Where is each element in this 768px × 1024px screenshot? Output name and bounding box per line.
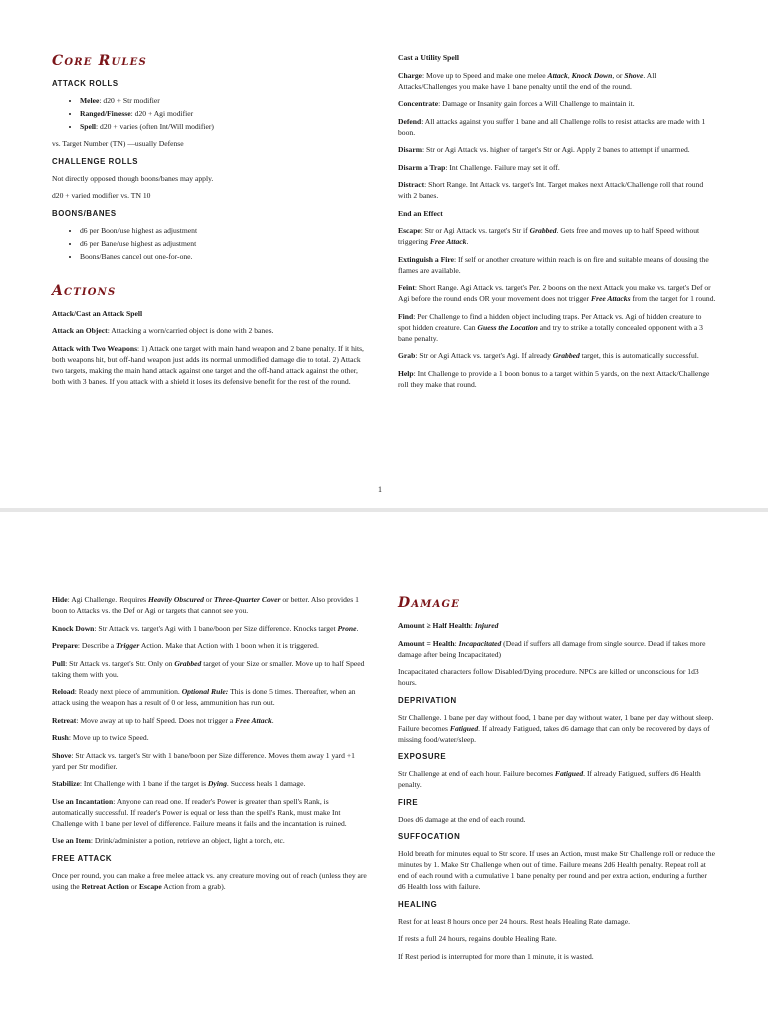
pull-entry [52, 658, 370, 680]
entry-label: Concentrate [398, 99, 439, 108]
fire-heading: FIRE [398, 797, 419, 807]
attack-roll-text: : d20 + Agi modifier [130, 109, 194, 118]
entry-text: from the target for 1 round. [630, 294, 716, 303]
incapacitated-text: Incapacitated characters follow Disabled/Dying procedure. NPCs are killed or unconscious for 1d3 hours. [398, 667, 699, 687]
entry-text: : Ready next piece of ammunition. [74, 687, 182, 696]
vs-target-text: vs. Target Number (TN) —usually Defense [52, 139, 184, 148]
entry-text: : Str or Agi Attack vs. higher of target's Str or Agi. Apply 2 banes to attempt if unarmed. [422, 145, 690, 154]
distract-entry [398, 179, 716, 201]
entry-term: Attack [547, 70, 568, 80]
boons-banes-heading: BOONS/BANES [52, 208, 117, 218]
attack-cast-label: Attack/Cast an Attack Spell [52, 308, 143, 318]
page-2 [0, 512, 768, 1024]
entry-label: Find [398, 311, 414, 321]
entry-text: . If already Fatigued, takes d6 damage that can only be recovered by days of missing food/water/sleep. [398, 723, 710, 744]
defend-entry [398, 116, 716, 138]
list-item: • d6 per Bane/use highest as adjustment [80, 238, 370, 249]
concentrate-entry [398, 98, 716, 109]
entry-term: Escape [138, 881, 162, 891]
entry-text: or better. Also provides 1 boon to Attacks vs. the Def or Agi or targets that cannot see you. [52, 595, 359, 615]
entry-label: Attack an Object [52, 326, 108, 335]
health-entry [398, 638, 716, 660]
entry-label: Extinguish a Fire [398, 254, 454, 264]
entry-text: : Str or Agi Attack vs. target's Agi. If already [415, 351, 553, 360]
entry-text: : Str Attack vs. target's Agi with 1 bane/boon per Size difference. Knocks target [94, 623, 338, 633]
list-item [80, 95, 370, 106]
entry-label: Attack with Two Weapons [52, 343, 138, 353]
attack-object-entry [52, 325, 370, 336]
entry-text: . [356, 623, 359, 633]
entry-text: . [271, 715, 274, 725]
entry-label: Retreat [52, 715, 77, 725]
entry-term: Shove [624, 70, 644, 80]
entry-label: Distract [398, 180, 425, 189]
entry-term: Free Attack [429, 237, 467, 246]
free-attack-entry [52, 870, 370, 892]
find-entry [398, 311, 716, 344]
entry-label: Feint [398, 283, 415, 292]
entry-term: Grabbed [174, 658, 202, 668]
attack-roll-text: : d20 + Str modifier [99, 96, 160, 105]
entry-text: Str Challenge at end of each hour. Failure becomes [398, 769, 555, 778]
rush-entry [52, 732, 370, 743]
entry-text: : Move away at up to half Speed. Does not trigger a [76, 715, 236, 725]
entry-term: Free Attacks [590, 294, 631, 303]
entry-text: (Dead if suffers all damage from single source. Dead if takes more damage after being Incapacitated) [398, 638, 706, 659]
healing-heading: HEALING [398, 899, 438, 909]
entry-term: Free Attack [235, 715, 272, 725]
challenge-rolls-heading: CHALLENGE ROLLS [52, 156, 139, 166]
entry-label: Charge [398, 70, 423, 80]
entry-text: : [470, 621, 475, 630]
entry-term: Grabbed [552, 351, 580, 360]
entry-label: Help [398, 368, 414, 378]
page1-right-column [398, 52, 716, 396]
two-weapons-entry [52, 343, 370, 387]
entry-term: Grabbed [529, 226, 557, 235]
grab-entry [398, 350, 716, 361]
entry-text: : Int Challenge. Failure may set it off. [445, 162, 560, 172]
hide-entry [52, 594, 370, 616]
entry-term: Fatigued [449, 723, 479, 733]
charge-entry [398, 70, 716, 92]
entry-label: Reload [52, 687, 75, 696]
deprivation-entry [398, 712, 716, 745]
entry-text: : 1) Attack one target with main hand weapon and 2 bane penalty. If it hits, both weapons hit, but off-hand weapon just adds its normal unmodified damage die to total. 2) Attack two targets, making the main hand attack against one target and the off-hand attack against the other, both with 3 banes. If you attack with a shield it loses its defensive benefit for the rest of the round. [52, 343, 364, 386]
retreat-entry [52, 715, 370, 726]
entry-text: . Gets free and moves up to half Speed without triggering [398, 226, 700, 246]
prepare-entry [52, 640, 370, 651]
healing-text: Rest for at least 8 hours once per 24 hours. Rest heals Healing Rate damage. [398, 916, 630, 926]
entry-text: : Move up to twice Speed. [68, 733, 149, 742]
entry-text: or [128, 881, 139, 891]
entry-text: . All Attacks/Challenges you make have 1 bane penalty until the end of the round. [398, 70, 657, 91]
entry-label: Amount = Health [398, 638, 455, 648]
entry-term: Trigger [116, 641, 140, 650]
damage-heading: Damage [398, 595, 461, 611]
shove-entry [52, 750, 370, 772]
entry-text: : Attacking a worn/carried object is done with 2 banes. [107, 326, 274, 335]
entry-label: Use an Incantation [52, 796, 114, 806]
entry-text: Action. Make that Action with 1 boon when it is triggered. [139, 641, 319, 650]
entry-text: . If already Fatigued, suffers d6 Health penalty. [398, 769, 701, 789]
entry-term: Knock Down [571, 70, 613, 80]
list-item [80, 108, 370, 119]
entry-label: Escape [398, 226, 421, 235]
entry-label: Disarm [398, 145, 423, 154]
exposure-heading: EXPOSURE [398, 752, 447, 761]
entry-label: Defend [398, 116, 422, 126]
entry-text: . Success heals 1 damage. [226, 779, 306, 788]
entry-label: Prepare [52, 641, 78, 650]
entry-label: Rush [52, 733, 69, 742]
page1-left-column [52, 52, 370, 393]
entry-term: Three-Quarter Cover [214, 595, 281, 604]
entry-label: Amount ≥ Half Health [398, 621, 471, 630]
entry-text: and try to strike a totally concealed opponent with a 3 bane penalty. [398, 322, 703, 343]
cast-utility-label: Cast a Utility Spell [398, 53, 459, 62]
entry-text: : Agi Challenge. Requires [67, 595, 148, 604]
entry-text: : Int Challenge with 1 bane if the target is [79, 779, 208, 788]
entry-text: Action from a grab). [161, 881, 226, 891]
entry-text: : Int Challenge to provide a 1 boon bonus to a target within 5 yards, on the next Attack/Challenge roll they make that round. [398, 368, 710, 389]
entry-term: Injured [474, 621, 499, 630]
entry-label: Pull [52, 658, 66, 668]
suffocation-heading: SUFFOCATION [398, 832, 461, 841]
entry-text: . [466, 237, 469, 246]
entry-text: Str Challenge. 1 bane per day without food, 1 bane per day without water, 1 bane per day without sleep. Failure becomes [398, 712, 714, 733]
entry-label: Grab [398, 351, 416, 360]
reload-entry [52, 686, 370, 708]
entry-text: : Per Challenge to find a hidden object including traps. Per Attack vs. Agi of hidden creature to spot hidden creature. Can [398, 311, 702, 332]
entry-term: Heavily Obscured [147, 595, 204, 604]
entry-label: Use an Item [52, 836, 91, 845]
entry-text: : Str Attack vs. target's Str with 1 bane/boon per Size difference. Moves them away 1 yard +1 yard per Str modifier. [52, 750, 355, 771]
half-health-entry [398, 620, 716, 631]
end-effect-label: End an Effect [398, 208, 443, 218]
healing-text: If rests a full 24 hours, regains double Healing Rate. [398, 934, 557, 943]
suffocation-text: Hold breath for minutes equal to Str score. If uses an Action, must make Str Challenge roll or reduce the minutes by 1. Make Str Challenge when out of time. Failure means 2d6 Health penalty. Repeat roll at end of each round with a cumulative 1 bane penalty per round and per extra action, enduring a further d6 Health loss with failure. [398, 849, 715, 891]
core-rules-heading: Core Rules [52, 53, 147, 69]
actions-heading: Actions [52, 282, 117, 299]
fire-text: Does d6 damage at the end of each round. [398, 814, 526, 824]
entry-text: Once per round, you can make a free melee attack vs. any creature moving out of reach (unless they are using the [52, 870, 367, 891]
entry-term: Guess the Location [477, 322, 538, 332]
entry-text: : If self or another creature within reach is on fire and suitable means of dousing the flames are available. [398, 254, 709, 275]
entry-label: Disarm a Trap [398, 162, 446, 172]
attack-roll-text: : d20 + varies (often Int/Will modifier) [96, 122, 214, 131]
list-item [80, 121, 370, 132]
attack-roll-label: Melee [80, 96, 100, 105]
page2-left-column [52, 594, 370, 898]
entry-text: : Short Range. Agi Attack vs. target's Per. 2 boons on the next Attack you make vs. target's Def or Agi before the round ends OR your movement does not trigger [398, 283, 711, 303]
entry-term: Fatigued [554, 769, 584, 778]
entry-text: or [203, 595, 214, 604]
boons-list [52, 225, 370, 262]
challenge-formula: d20 + varied modifier vs. TN 10 [52, 191, 151, 200]
stabilize-entry [52, 778, 370, 789]
page-number: 1 [378, 485, 382, 494]
entry-text: : All attacks against you suffer 1 bane and all Challenge rolls to resist attacks are made with 1 boon. [398, 116, 706, 137]
use-item-entry [52, 835, 370, 846]
entry-text: target, this is automatically successful. [579, 351, 699, 360]
entry-text: : [454, 638, 459, 648]
entry-text: : Describe a [77, 641, 117, 650]
entry-text: : Str Attack vs. target's Str. Only on [65, 658, 175, 668]
entry-text: : Damage or Insanity gain forces a Will Challenge to maintain it. [438, 99, 635, 108]
entry-label: Knock Down [52, 623, 95, 633]
free-attack-heading: FREE ATTACK [52, 853, 113, 863]
disarm-entry [398, 144, 716, 155]
deprivation-heading: DEPRIVATION [398, 695, 457, 705]
entry-term: Dying [207, 779, 227, 788]
attack-rolls-list [52, 95, 370, 132]
knock-down-entry [52, 623, 370, 634]
entry-label: Stabilize [52, 779, 80, 788]
healing-text: If Rest period is interrupted for more than 1 minute, it is wasted. [398, 951, 594, 961]
attack-roll-label: Ranged/Finesse [80, 109, 131, 118]
entry-label: Hide [52, 595, 68, 604]
entry-text: : Drink/administer a potion, retrieve an object, light a torch, etc. [90, 836, 285, 845]
entry-text: : Str or Agi Attack vs. target's Str if [420, 226, 530, 235]
entry-text: target of your Size or smaller. Move up to half Speed taking them with you. [52, 658, 365, 679]
entry-text: : Short Range. Int Attack vs. target's Int. Target makes next Attack/Challenge roll that round with 2 banes. [398, 180, 704, 200]
exposure-entry [398, 768, 716, 790]
entry-term: Retreat Action [81, 881, 129, 891]
list-item: • Boons/Banes cancel out one-for-one. [80, 251, 370, 262]
attack-roll-label: Spell [80, 122, 97, 131]
entry-term: Prone [337, 623, 357, 633]
entry-text: : Move up to Speed and make one melee [422, 70, 548, 80]
attack-rolls-heading: ATTACK ROLLS [52, 79, 119, 88]
entry-term: Incapacitated [458, 638, 502, 648]
entry-text: This is done 5 times. Thereafter, when an attack using the weapon has a result of 0 or less, ammunition has run out. [52, 687, 356, 707]
incantation-entry [52, 796, 370, 829]
challenge-paragraph: Not directly opposed though boons/banes may apply. [52, 173, 214, 183]
entry-term: Optional Rule: [181, 687, 229, 696]
entry-text: , or [612, 70, 625, 80]
disarm-trap-entry [398, 162, 716, 173]
list-item: • d6 per Boon/use highest as adjustment [80, 225, 370, 236]
escape-entry [398, 225, 716, 247]
entry-label: Shove [52, 750, 72, 760]
help-entry [398, 368, 716, 390]
entry-text: , [567, 70, 572, 80]
page2-right-column [398, 594, 716, 968]
entry-text: : Anyone can read one. If reader's Power is greater than spell's Rank, is automatically successful. If reader's Power is equal or less than the spell's Rank, must make Int Challenge with 1 bane per level of difference. Failure means it fails and the incantation is ruined. [52, 796, 347, 828]
feint-entry [398, 282, 716, 304]
extinguish-entry [398, 254, 716, 276]
